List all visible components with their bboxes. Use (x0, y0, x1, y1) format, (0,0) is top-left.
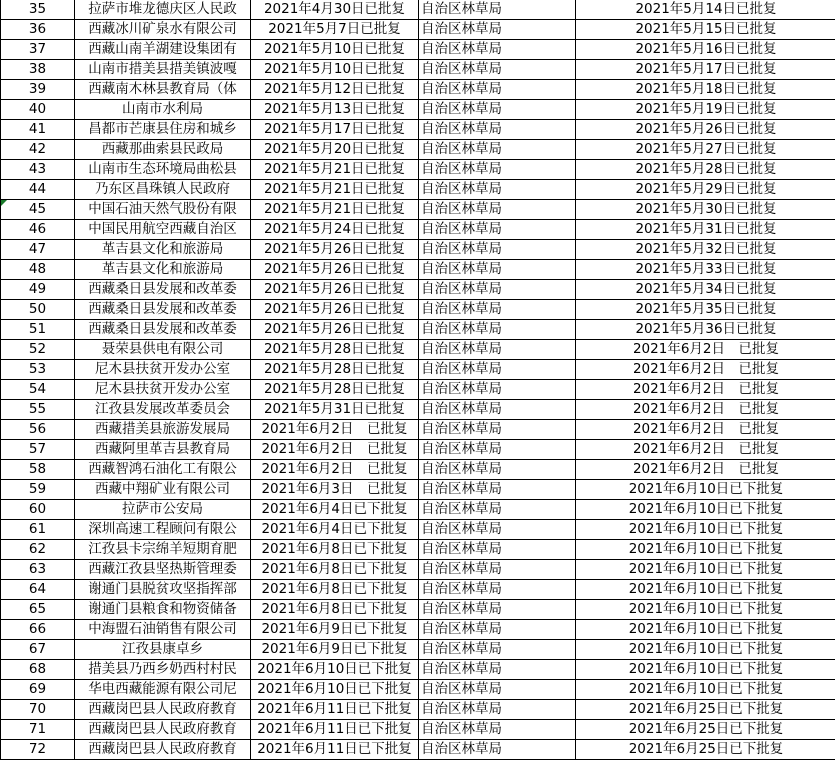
row-number-cell[interactable]: 70 (1, 700, 75, 720)
application-date-cell[interactable]: 2021年6月4日已下批复 (251, 520, 419, 540)
department-cell[interactable]: 自治区林草局 (419, 240, 576, 260)
department-cell[interactable]: 自治区林草局 (419, 640, 576, 660)
table-row (1, 340, 835, 360)
application-date-cell[interactable]: 2021年5月20日已批复 (251, 140, 419, 160)
application-date-cell[interactable]: 2021年6月8日已下批复 (251, 600, 419, 620)
reply-date-cell[interactable]: 2021年5月19日已批复 (576, 100, 835, 120)
reply-date-cell[interactable]: 2021年6月10日已下批复 (576, 540, 835, 560)
table-row (1, 300, 835, 320)
organization-cell[interactable]: 谢通门县脱贫攻坚指挥部 (75, 580, 251, 600)
reply-date-cell[interactable]: 2021年6月10日已下批复 (576, 560, 835, 580)
table-row (1, 600, 835, 620)
reply-date-cell[interactable]: 2021年6月10日已下批复 (576, 520, 835, 540)
application-date-cell[interactable]: 2021年6月8日已下批复 (251, 540, 419, 560)
organization-cell[interactable]: 尼木县扶贫开发办公室 (75, 360, 251, 380)
row-number-cell[interactable]: 52 (1, 340, 75, 360)
row-number-cell[interactable]: 71 (1, 720, 75, 740)
organization-cell[interactable]: 山南市措美县措美镇波嘎 (75, 60, 251, 80)
application-date-cell[interactable]: 2021年5月17日已批复 (251, 120, 419, 140)
application-date-cell[interactable]: 2021年5月26日已批复 (251, 320, 419, 340)
row-number-cell[interactable]: 63 (1, 560, 75, 580)
department-cell[interactable]: 自治区林草局 (419, 740, 576, 760)
reply-date-cell[interactable]: 2021年5月18日已批复 (576, 80, 835, 100)
application-date-cell[interactable]: 2021年5月26日已批复 (251, 240, 419, 260)
department-cell[interactable]: 自治区林草局 (419, 620, 576, 640)
application-date-cell[interactable]: 2021年6月3日 已批复 (251, 480, 419, 500)
department-cell[interactable]: 自治区林草局 (419, 280, 576, 300)
organization-cell[interactable]: 措美县乃西乡奶西村村民 (75, 660, 251, 680)
application-date-cell[interactable]: 2021年5月26日已批复 (251, 280, 419, 300)
table-row (1, 120, 835, 140)
department-cell[interactable]: 自治区林草局 (419, 160, 576, 180)
table-row (1, 520, 835, 540)
department-cell[interactable]: 自治区林草局 (419, 600, 576, 620)
row-number-cell[interactable]: 66 (1, 620, 75, 640)
table-row (1, 580, 835, 600)
application-date-cell[interactable]: 2021年5月26日已批复 (251, 260, 419, 280)
row-number-cell[interactable]: 59 (1, 480, 75, 500)
reply-date-cell[interactable]: 2021年5月30日已批复 (576, 200, 835, 220)
department-cell[interactable]: 自治区林草局 (419, 700, 576, 720)
department-cell[interactable]: 自治区林草局 (419, 380, 576, 400)
organization-cell[interactable]: 中海盟石油销售有限公司 (75, 620, 251, 640)
organization-cell[interactable]: 深圳高速工程顾问有限公 (75, 520, 251, 540)
department-cell[interactable]: 自治区林草局 (419, 580, 576, 600)
department-cell[interactable]: 自治区林草局 (419, 400, 576, 420)
organization-cell[interactable]: 西藏桑日县发展和改革委 (75, 300, 251, 320)
reply-date-cell[interactable]: 2021年5月31日已批复 (576, 220, 835, 240)
department-cell[interactable]: 自治区林草局 (419, 680, 576, 700)
department-cell[interactable]: 自治区林草局 (419, 20, 576, 40)
department-cell[interactable]: 自治区林草局 (419, 200, 576, 220)
reply-date-cell[interactable]: 2021年6月10日已下批复 (576, 580, 835, 600)
row-number-cell[interactable]: 61 (1, 520, 75, 540)
organization-cell[interactable]: 中国民用航空西藏自治区 (75, 220, 251, 240)
table-row (1, 100, 835, 120)
row-number-cell[interactable]: 49 (1, 280, 75, 300)
organization-cell[interactable]: 拉萨市公安局 (75, 500, 251, 520)
department-cell[interactable]: 自治区林草局 (419, 40, 576, 60)
reply-date-cell[interactable]: 2021年5月15日已批复 (576, 20, 835, 40)
row-number-cell[interactable]: 54 (1, 380, 75, 400)
organization-cell[interactable]: 革吉县文化和旅游局 (75, 260, 251, 280)
reply-date-cell[interactable]: 2021年6月10日已下批复 (576, 500, 835, 520)
table-row (1, 260, 835, 280)
table-row (1, 0, 835, 20)
organization-cell[interactable]: 谢通门县粮食和物资储备 (75, 600, 251, 620)
row-number-cell[interactable]: 57 (1, 440, 75, 460)
application-date-cell[interactable]: 2021年5月13日已批复 (251, 100, 419, 120)
reply-date-cell[interactable]: 2021年6月10日已下批复 (576, 640, 835, 660)
organization-cell[interactable]: 西藏那曲索县民政局 (75, 140, 251, 160)
table-row (1, 500, 835, 520)
organization-cell[interactable]: 山南市水利局 (75, 100, 251, 120)
reply-date-cell[interactable]: 2021年5月28日已批复 (576, 160, 835, 180)
application-date-cell[interactable]: 2021年6月9日已下批复 (251, 620, 419, 640)
department-cell[interactable]: 自治区林草局 (419, 420, 576, 440)
table-row (1, 380, 835, 400)
table-body (1, 0, 835, 760)
application-date-cell[interactable]: 2021年5月21日已批复 (251, 200, 419, 220)
organization-cell[interactable]: 尼木县扶贫开发办公室 (75, 380, 251, 400)
row-number-cell[interactable]: 55 (1, 400, 75, 420)
reply-date-cell[interactable]: 2021年6月2日 已批复 (576, 460, 835, 480)
row-number-cell[interactable]: 48 (1, 260, 75, 280)
row-number-cell[interactable]: 56 (1, 420, 75, 440)
application-date-cell[interactable]: 2021年5月7日已批复 (251, 20, 419, 40)
organization-cell[interactable]: 西藏智鸿石油化工有限公 (75, 460, 251, 480)
application-date-cell[interactable]: 2021年5月12日已批复 (251, 80, 419, 100)
table-row (1, 420, 835, 440)
department-cell[interactable]: 自治区林草局 (419, 180, 576, 200)
application-date-cell[interactable]: 2021年5月21日已批复 (251, 160, 419, 180)
table-row (1, 60, 835, 80)
department-cell[interactable]: 自治区林草局 (419, 560, 576, 580)
reply-date-cell[interactable]: 2021年5月34日已批复 (576, 280, 835, 300)
department-cell[interactable]: 自治区林草局 (419, 360, 576, 380)
row-number-cell[interactable]: 64 (1, 580, 75, 600)
organization-cell[interactable]: 西藏中翔矿业有限公司 (75, 480, 251, 500)
row-number-cell[interactable]: 50 (1, 300, 75, 320)
table-row (1, 80, 835, 100)
application-date-cell[interactable]: 2021年6月10日已下批复 (251, 660, 419, 680)
table-row (1, 480, 835, 500)
table-row (1, 240, 835, 260)
application-date-cell[interactable]: 2021年5月28日已批复 (251, 340, 419, 360)
reply-date-cell[interactable]: 2021年6月10日已下批复 (576, 660, 835, 680)
organization-cell[interactable]: 西藏桑日县发展和改革委 (75, 280, 251, 300)
row-number-cell[interactable]: 51 (1, 320, 75, 340)
row-number-cell[interactable]: 37 (1, 40, 75, 60)
row-number-cell[interactable]: 47 (1, 240, 75, 260)
organization-cell[interactable]: 西藏岗巴县人民政府教育 (75, 720, 251, 740)
department-cell[interactable]: 自治区林草局 (419, 260, 576, 280)
application-date-cell[interactable]: 2021年5月10日已批复 (251, 60, 419, 80)
table-row (1, 180, 835, 200)
table-row (1, 40, 835, 60)
organization-cell[interactable]: 西藏江孜县坚热斯管理委 (75, 560, 251, 580)
department-cell[interactable]: 自治区林草局 (419, 660, 576, 680)
organization-cell[interactable]: 西藏山南羊湖建设集团有 (75, 40, 251, 60)
application-date-cell[interactable]: 2021年6月8日已下批复 (251, 560, 419, 580)
reply-date-cell[interactable]: 2021年5月33日已批复 (576, 260, 835, 280)
table-row (1, 680, 835, 700)
row-number-cell[interactable]: 44 (1, 180, 75, 200)
organization-cell[interactable]: 拉萨市堆龙德庆区人民政 (75, 0, 251, 20)
reply-date-cell[interactable]: 2021年6月2日 已批复 (576, 380, 835, 400)
department-cell[interactable]: 自治区林草局 (419, 100, 576, 120)
department-cell[interactable]: 自治区林草局 (419, 440, 576, 460)
row-number-cell[interactable]: 40 (1, 100, 75, 120)
reply-date-cell[interactable]: 2021年5月32日已批复 (576, 240, 835, 260)
table-row (1, 740, 835, 760)
application-date-cell[interactable]: 2021年4月30日已批复 (251, 0, 419, 20)
application-date-cell[interactable]: 2021年6月11日已下批复 (251, 700, 419, 720)
application-date-cell[interactable]: 2021年5月21日已批复 (251, 180, 419, 200)
department-cell[interactable]: 自治区林草局 (419, 540, 576, 560)
table-row (1, 640, 835, 660)
reply-date-cell[interactable]: 2021年6月25日已下批复 (576, 700, 835, 720)
organization-cell[interactable]: 乃东区昌珠镇人民政府 (75, 180, 251, 200)
application-date-cell[interactable]: 2021年5月26日已批复 (251, 300, 419, 320)
department-cell[interactable]: 自治区林草局 (419, 320, 576, 340)
table-row (1, 20, 835, 40)
row-number-cell[interactable]: 38 (1, 60, 75, 80)
table-row (1, 220, 835, 240)
reply-date-cell[interactable]: 2021年6月10日已下批复 (576, 620, 835, 640)
table-row (1, 440, 835, 460)
table-row (1, 540, 835, 560)
organization-cell[interactable]: 江孜县卡宗绵羊短期育肥 (75, 540, 251, 560)
reply-date-cell[interactable]: 2021年6月2日 已批复 (576, 340, 835, 360)
reply-date-cell[interactable]: 2021年5月35日已批复 (576, 300, 835, 320)
department-cell[interactable]: 自治区林草局 (419, 500, 576, 520)
row-number-cell[interactable]: 72 (1, 740, 75, 760)
row-number-cell[interactable]: 35 (1, 0, 75, 20)
table-row (1, 360, 835, 380)
reply-date-cell[interactable]: 2021年6月25日已下批复 (576, 740, 835, 760)
application-date-cell[interactable]: 2021年6月11日已下批复 (251, 740, 419, 760)
row-number-cell[interactable]: 53 (1, 360, 75, 380)
department-cell[interactable]: 自治区林草局 (419, 140, 576, 160)
application-date-cell[interactable]: 2021年5月31日已批复 (251, 400, 419, 420)
department-cell[interactable]: 自治区林草局 (419, 720, 576, 740)
reply-date-cell[interactable]: 2021年6月10日已下批复 (576, 600, 835, 620)
table-row (1, 560, 835, 580)
row-number-cell[interactable]: 43 (1, 160, 75, 180)
table-row (1, 460, 835, 480)
application-date-cell[interactable]: 2021年6月10日已下批复 (251, 680, 419, 700)
row-number-cell[interactable]: 42 (1, 140, 75, 160)
reply-date-cell[interactable]: 2021年5月26日已批复 (576, 120, 835, 140)
department-cell[interactable]: 自治区林草局 (419, 300, 576, 320)
department-cell[interactable]: 自治区林草局 (419, 340, 576, 360)
department-cell[interactable]: 自治区林草局 (419, 220, 576, 240)
application-date-cell[interactable]: 2021年6月8日已下批复 (251, 580, 419, 600)
reply-date-cell[interactable]: 2021年6月2日 已批复 (576, 420, 835, 440)
reply-date-cell[interactable]: 2021年5月17日已批复 (576, 60, 835, 80)
organization-cell[interactable]: 西藏措美县旅游发展局 (75, 420, 251, 440)
department-cell[interactable]: 自治区林草局 (419, 460, 576, 480)
row-number-cell[interactable]: 68 (1, 660, 75, 680)
row-number-cell[interactable]: 41 (1, 120, 75, 140)
table-row (1, 200, 835, 220)
application-date-cell[interactable]: 2021年6月2日 已批复 (251, 440, 419, 460)
cell-note-marker-icon (1, 200, 7, 206)
application-date-cell[interactable]: 2021年6月4日已下批复 (251, 500, 419, 520)
department-cell[interactable]: 自治区林草局 (419, 520, 576, 540)
organization-cell[interactable]: 昌都市芒康县住房和城乡 (75, 120, 251, 140)
table-row (1, 140, 835, 160)
department-cell[interactable]: 自治区林草局 (419, 480, 576, 500)
row-number-cell[interactable]: 58 (1, 460, 75, 480)
reply-date-cell[interactable]: 2021年5月36日已批复 (576, 320, 835, 340)
row-number-cell[interactable]: 39 (1, 80, 75, 100)
row-number-cell[interactable]: 36 (1, 20, 75, 40)
table-row (1, 620, 835, 640)
organization-cell[interactable]: 江孜县发展改革委员会 (75, 400, 251, 420)
row-number-cell[interactable]: 69 (1, 680, 75, 700)
application-date-cell[interactable]: 2021年5月28日已批复 (251, 380, 419, 400)
organization-cell[interactable]: 西藏岗巴县人民政府教育 (75, 700, 251, 720)
organization-cell[interactable]: 西藏南木林县教育局（体 (75, 80, 251, 100)
table-row (1, 400, 835, 420)
organization-cell[interactable]: 西藏岗巴县人民政府教育 (75, 740, 251, 760)
organization-cell[interactable]: 革吉县文化和旅游局 (75, 240, 251, 260)
row-number-cell[interactable]: 65 (1, 600, 75, 620)
table-row (1, 280, 835, 300)
reply-date-cell[interactable]: 2021年6月2日 已批复 (576, 400, 835, 420)
application-date-cell[interactable]: 2021年6月9日已下批复 (251, 640, 419, 660)
application-date-cell[interactable]: 2021年5月24日已批复 (251, 220, 419, 240)
organization-cell[interactable]: 华电西藏能源有限公司尼 (75, 680, 251, 700)
table-row (1, 720, 835, 740)
organization-cell[interactable]: 西藏冰川矿泉水有限公司 (75, 20, 251, 40)
application-date-cell[interactable]: 2021年6月11日已下批复 (251, 720, 419, 740)
row-number-cell[interactable]: 45 (1, 200, 75, 220)
row-number-cell[interactable]: 60 (1, 500, 75, 520)
reply-date-cell[interactable]: 2021年6月25日已下批复 (576, 720, 835, 740)
reply-date-cell[interactable]: 2021年5月14日已批复 (576, 0, 835, 20)
row-number-cell[interactable]: 62 (1, 540, 75, 560)
organization-cell[interactable]: 山南市生态环境局曲松县 (75, 160, 251, 180)
row-number-cell[interactable]: 67 (1, 640, 75, 660)
organization-cell[interactable]: 西藏桑日县发展和改革委 (75, 320, 251, 340)
table-row (1, 160, 835, 180)
department-cell[interactable]: 自治区林草局 (419, 120, 576, 140)
organization-cell[interactable]: 西藏阿里革吉县教育局 (75, 440, 251, 460)
department-cell[interactable]: 自治区林草局 (419, 60, 576, 80)
table-row (1, 320, 835, 340)
department-cell[interactable]: 自治区林草局 (419, 0, 576, 20)
reply-date-cell[interactable]: 2021年6月2日 已批复 (576, 360, 835, 380)
department-cell[interactable]: 自治区林草局 (419, 80, 576, 100)
reply-date-cell[interactable]: 2021年6月10日已下批复 (576, 680, 835, 700)
organization-cell[interactable]: 中国石油天然气股份有限 (75, 200, 251, 220)
reply-date-cell[interactable]: 2021年5月16日已批复 (576, 40, 835, 60)
application-date-cell[interactable]: 2021年6月2日 已批复 (251, 420, 419, 440)
table-row (1, 700, 835, 720)
application-date-cell[interactable]: 2021年6月2日 已批复 (251, 460, 419, 480)
table-row (1, 660, 835, 680)
application-date-cell[interactable]: 2021年5月28日已批复 (251, 360, 419, 380)
organization-cell[interactable]: 聂荣县供电有限公司 (75, 340, 251, 360)
organization-cell[interactable]: 江孜县康卓乡 (75, 640, 251, 660)
reply-date-cell[interactable]: 2021年5月29日已批复 (576, 180, 835, 200)
row-number-cell[interactable]: 46 (1, 220, 75, 240)
application-date-cell[interactable]: 2021年5月10日已批复 (251, 40, 419, 60)
reply-date-cell[interactable]: 2021年6月2日 已批复 (576, 440, 835, 460)
reply-date-cell[interactable]: 2021年5月27日已批复 (576, 140, 835, 160)
reply-date-cell[interactable]: 2021年6月10日已下批复 (576, 480, 835, 500)
